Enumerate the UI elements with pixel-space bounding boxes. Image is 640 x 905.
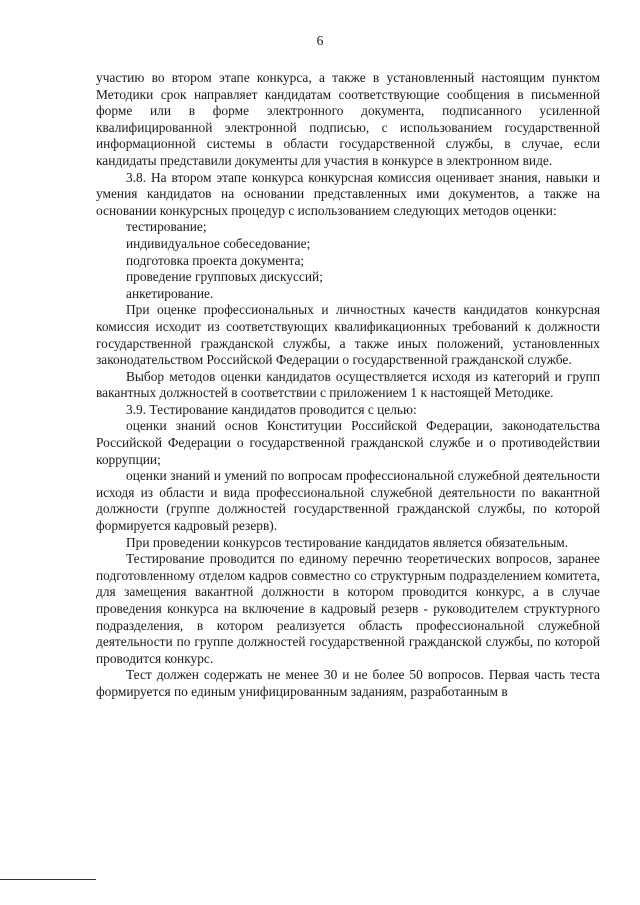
paragraph: Тест должен содержать не менее 30 и не более 50 вопросов. Первая часть теста формируется по единым унифицированным заданиям, разработанным в bbox=[96, 667, 600, 699]
document-body bbox=[96, 70, 600, 701]
list-item: индивидуальное собеседование; bbox=[126, 235, 311, 251]
paragraph: оценки знаний основ Конституции Российской Федерации, законодательства Российской Федерации о государственной гражданской службе и о противодействии коррупции; bbox=[96, 418, 600, 467]
list-item: анкетирование. bbox=[126, 285, 214, 301]
list-item: тестирование; bbox=[126, 219, 207, 235]
list-item: подготовка проекта документа; bbox=[126, 252, 305, 268]
paragraph: 3.8. На втором этапе конкурса конкурсная комиссия оценивает знания, навыки и умения кандидатов на основании представленных ими документов, а также на основании конкурсных процедур с использованием следующих методов оценки: bbox=[96, 169, 600, 218]
paragraph: 3.9. Тестирование кандидатов проводится с целью: bbox=[126, 401, 417, 417]
list-item: проведение групповых дискуссий; bbox=[126, 269, 323, 285]
paragraph: При оценке профессиональных и личностных качеств кандидатов конкурсная комиссия исходит из соответствующих квалификационных требований к должности государственной гражданской службы, а также иных положений, установленных законодательством Российской Федерации о государственной гражданской службе. bbox=[96, 302, 600, 368]
paragraph: оценки знаний и умений по вопросам профессиональной служебной деятельности исходя из области и вида профессиональной служебной деятельности по вакантной должности (группе должностей государственной гражданской службы, по которой формируется кадровый резерв). bbox=[96, 468, 600, 534]
page-number: 6 bbox=[316, 33, 324, 48]
footnote-divider bbox=[0, 879, 96, 880]
paragraph: При проведении конкурсов тестирование кандидатов является обязательным. bbox=[126, 534, 569, 550]
paragraph: Выбор методов оценки кандидатов осуществляется исходя из категорий и групп вакантных должностей в соответствии с приложением 1 к настоящей Методике. bbox=[96, 368, 600, 401]
paragraph: участию во втором этапе конкурса, а также в установленный настоящим пунктом Методики срок направляет кандидатам соответствующие сообщения в письменной форме или в форме электронного документа, подписанного усиленной квалифицированной электронной подписью, с использованием государственной информационной системы в области государственной службы, в случае, если кандидаты представили документы для участия в конкурсе в электронном виде. bbox=[96, 70, 600, 168]
paragraph: Тестирование проводится по единому перечню теоретических вопросов, заранее подготовленному отделом кадров совместно со структурным подразделением комитета, для замещения вакантной должности в котором проводится конкурс, а в случае проведения конкурса на включение в кадровый резерв - руководителем структурного подразделения, в котором реализуется область профессиональной служебной деятельности по группе должностей государственной гражданской службы, по которой проводится конкурс. bbox=[96, 551, 600, 666]
